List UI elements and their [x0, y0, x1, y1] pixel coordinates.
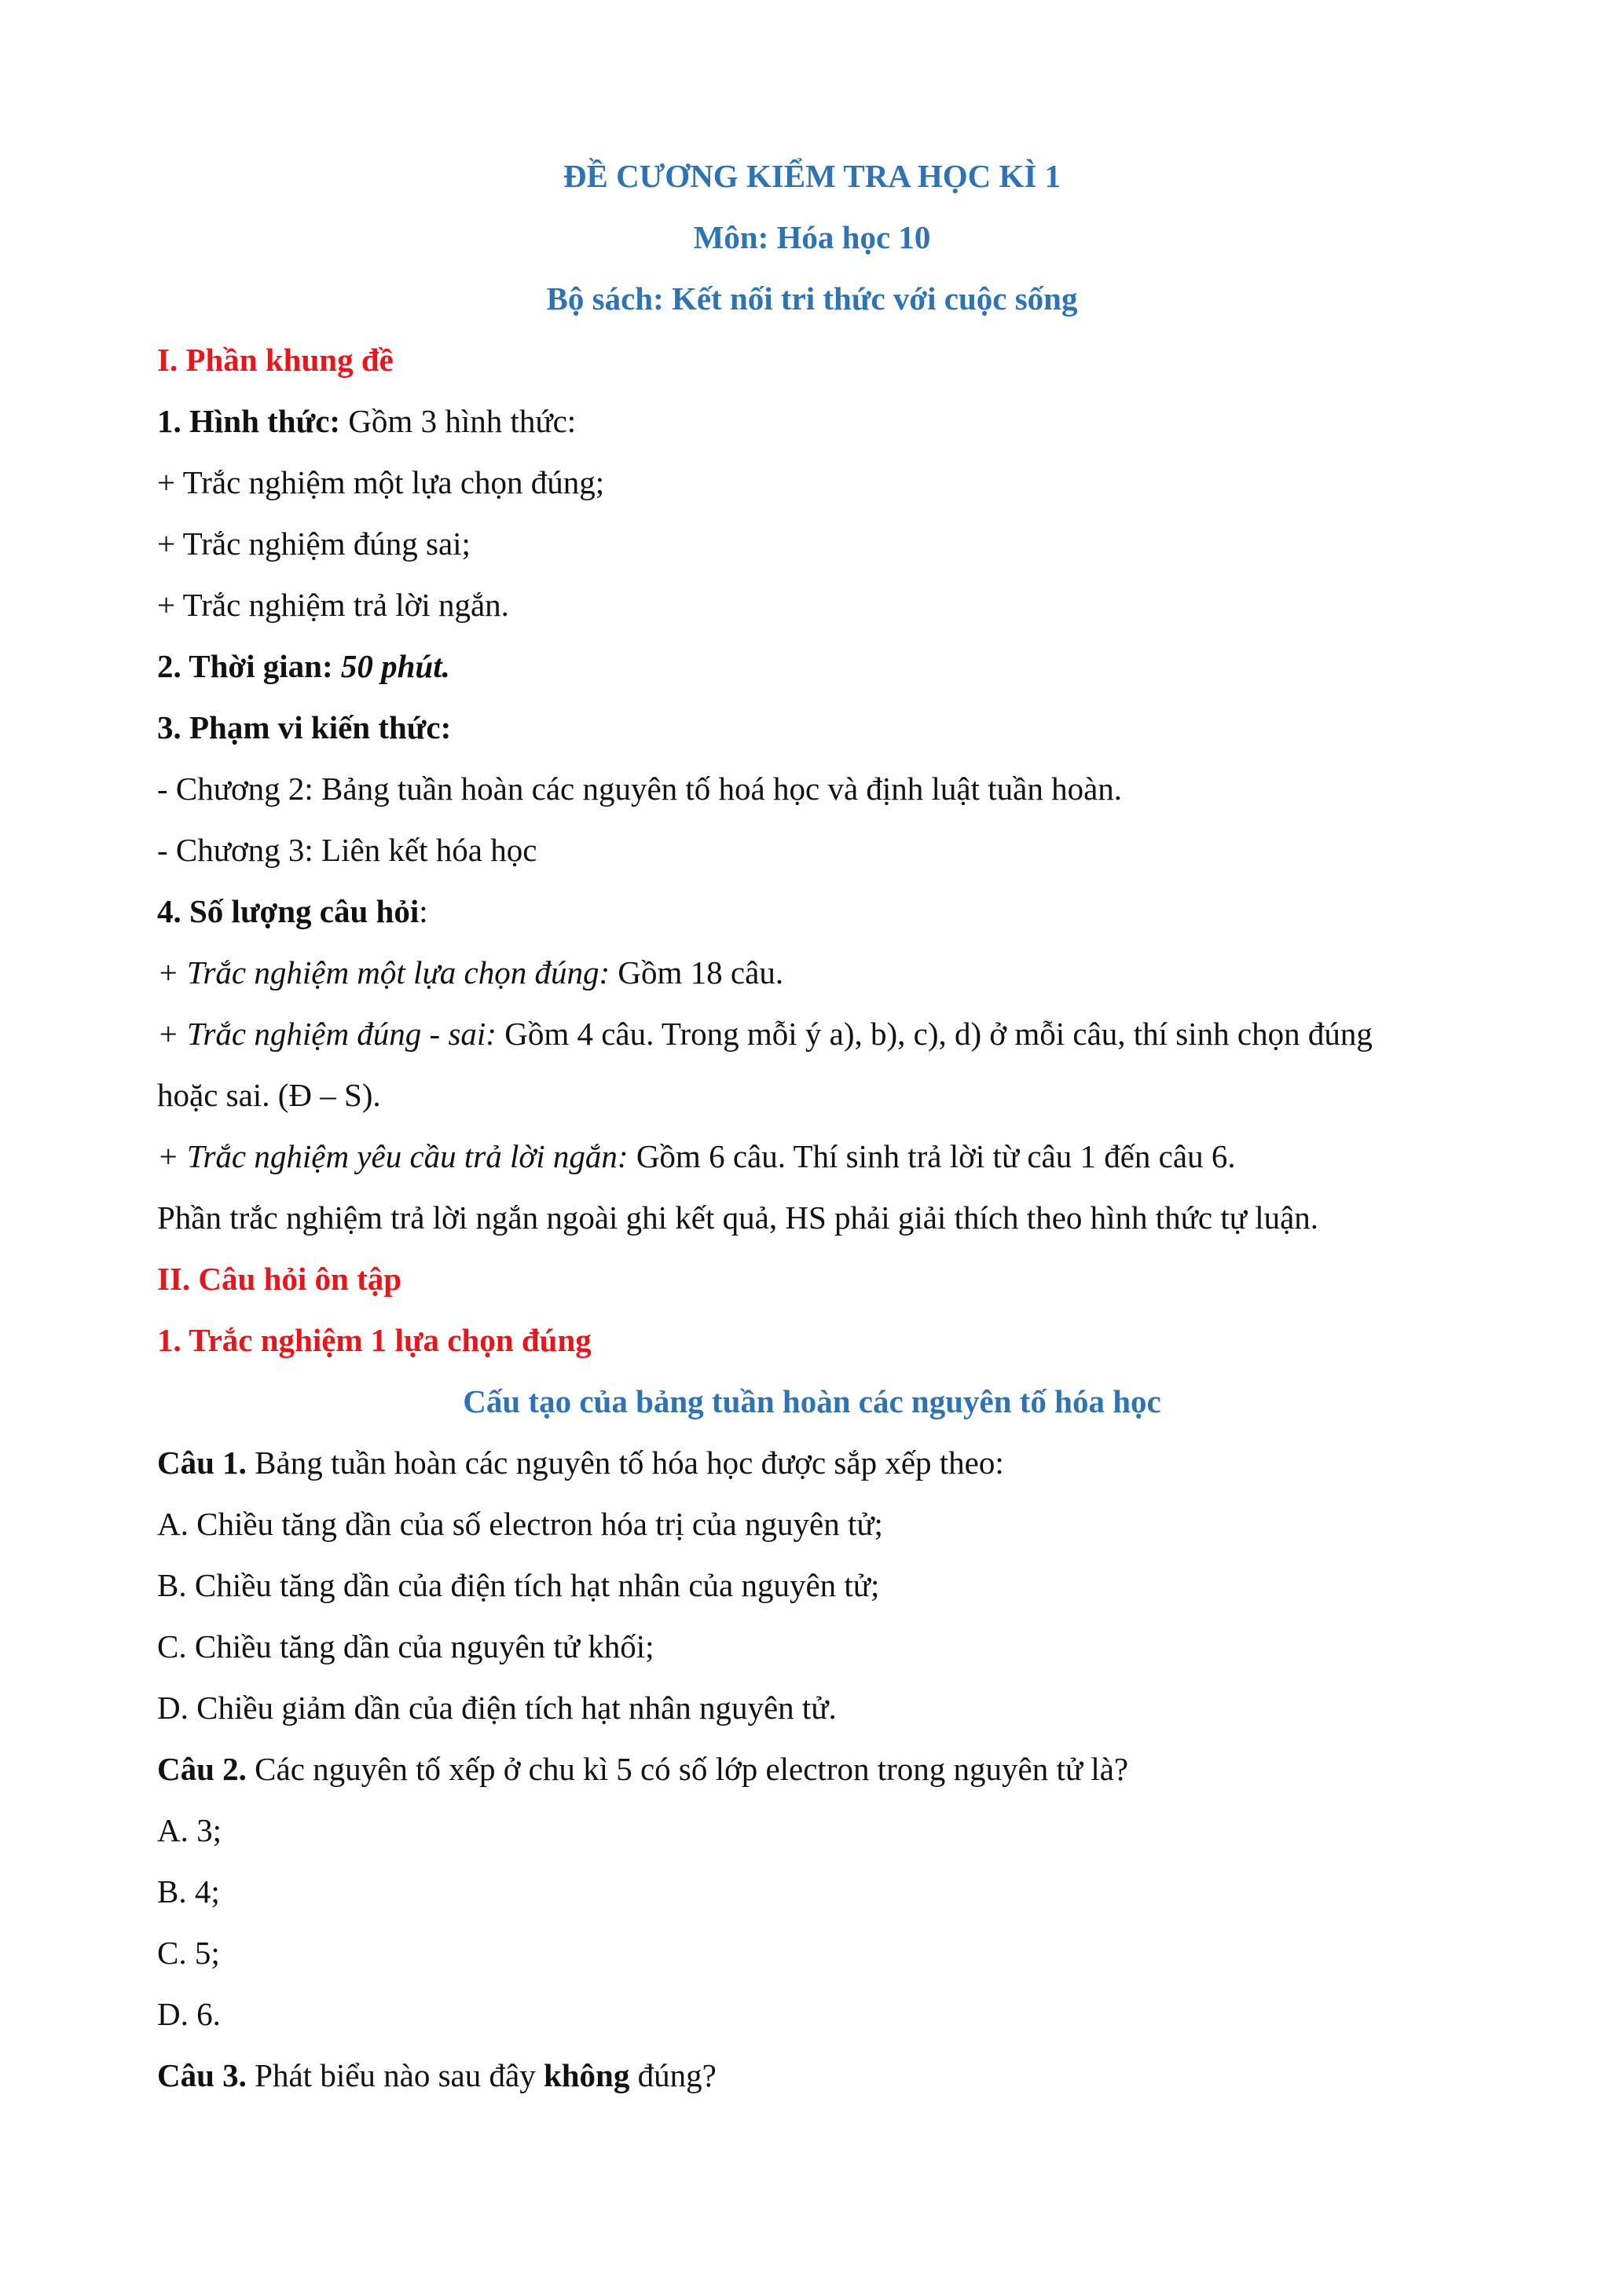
format-label: 1. Hình thức: [157, 403, 341, 439]
count-item [157, 942, 1467, 1003]
time-value: 50 phút. [340, 648, 450, 684]
count-item [157, 1126, 1467, 1187]
count-item-label: + Trắc nghiệm một lựa chọn đúng: [157, 954, 610, 991]
short-answer-note: Phần trắc nghiệm trả lời ngắn ngoài ghi kết quả, HS phải giải thích theo hình thức tự luận. [157, 1199, 1319, 1236]
question-2 [157, 1738, 1467, 1800]
question-text: Bảng tuần hoàn các nguyên tố hóa học được sắp xếp theo: [246, 1445, 1004, 1481]
part1-heading: I. Phần khung đề [157, 342, 394, 378]
book-line: Bộ sách: Kết nối tri thức với cuộc sống [546, 280, 1078, 317]
answer-option: D. Chiều giảm dần của điện tích hạt nhân nguyên tử. [157, 1690, 837, 1726]
topic-heading: Cấu tạo của bảng tuần hoàn các nguyên tố hóa học [463, 1383, 1161, 1419]
count-item-label: + Trắc nghiệm yêu cầu trả lời ngắn: [157, 1138, 629, 1174]
answer-option: B. 4; [157, 1873, 220, 1910]
time-label: 2. Thời gian: [157, 648, 341, 684]
count-colon: : [419, 893, 428, 929]
subject-line: Môn: Hóa học 10 [693, 219, 931, 255]
scope-label: 3. Phạm vi kiến thức: [157, 709, 452, 745]
question-label: Câu 2. [157, 1751, 247, 1787]
document-title: ĐỀ CƯƠNG KIỂM TRA HỌC KÌ 1 [563, 158, 1061, 194]
answer-option: D. 6. [157, 1996, 221, 2032]
count-line [157, 881, 1467, 942]
time-line [157, 635, 1467, 697]
answer-option: B. Chiều tăng dần của điện tích hạt nhân của nguyên tử; [157, 1567, 880, 1603]
count-label: 4. Số lượng câu hỏi [157, 893, 420, 929]
scope-item: - Chương 3: Liên kết hóa học [157, 832, 537, 868]
format-item: + Trắc nghiệm một lựa chọn đúng; [157, 464, 605, 500]
question-label: Câu 1. [157, 1445, 247, 1481]
part2-subheading: 1. Trắc nghiệm 1 lựa chọn đúng [157, 1322, 592, 1358]
count-item [157, 1003, 1467, 1064]
format-item: + Trắc nghiệm đúng sai; [157, 525, 471, 562]
count-item-label: + Trắc nghiệm đúng - sai: [157, 1016, 497, 1052]
count-item-text: Gồm 6 câu. Thí sinh trả lời từ câu 1 đến câu 6. [628, 1138, 1236, 1174]
question-1 [157, 1432, 1467, 1493]
question-text: Các nguyên tố xếp ở chu kì 5 có số lớp electron trong nguyên tử là? [246, 1751, 1129, 1787]
count-item-continuation [157, 1064, 1467, 1126]
format-item: + Trắc nghiệm trả lời ngắn. [157, 587, 509, 623]
format-line [157, 390, 1467, 452]
question-text: Phát biểu nào sau đây [246, 2057, 544, 2093]
answer-option: C. 5; [157, 1935, 220, 1971]
part2-heading: II. Câu hỏi ôn tập [157, 1261, 402, 1297]
question-label: Câu 3. [157, 2057, 247, 2093]
question-emphasis: không [543, 2057, 630, 2093]
count-item-text: Gồm 18 câu. [610, 954, 784, 991]
count-item-text: hoặc sai. (Đ – S). [157, 1077, 381, 1113]
format-text: Gồm 3 hình thức: [340, 403, 577, 439]
answer-option: A. Chiều tăng dần của số electron hóa trị của nguyên tử; [157, 1506, 883, 1542]
answer-option: C. Chiều tăng dần của nguyên tử khối; [157, 1628, 654, 1664]
question-3 [157, 2045, 1467, 2106]
answer-option: A. 3; [157, 1812, 222, 1848]
count-item-text: Gồm 4 câu. Trong mỗi ý a), b), c), d) ở mỗi câu, thí sinh chọn đúng [496, 1016, 1373, 1052]
scope-item: - Chương 2: Bảng tuần hoàn các nguyên tố hoá học và định luật tuần hoàn. [157, 771, 1123, 807]
question-text-end: đúng? [629, 2057, 717, 2093]
